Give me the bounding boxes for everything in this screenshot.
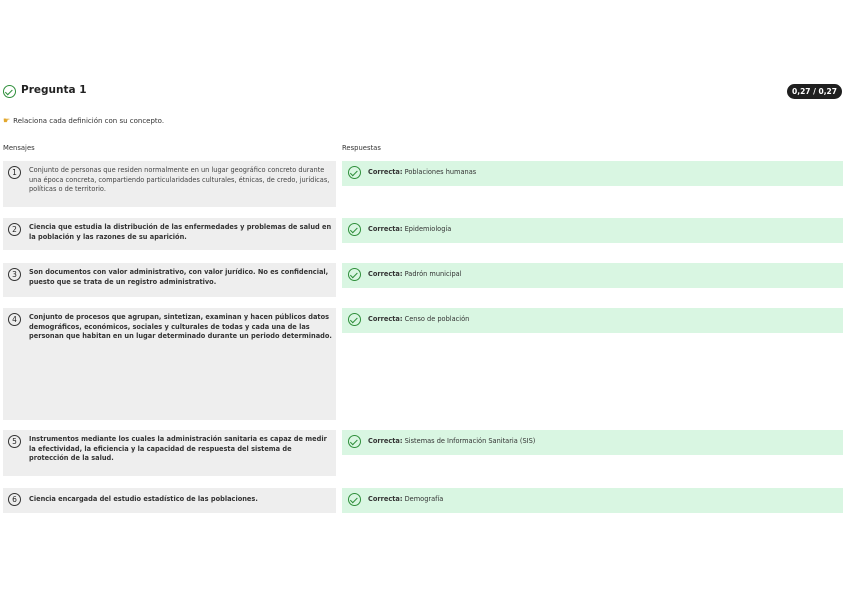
message-row-5 [3,430,336,476]
instruction [3,116,164,125]
check-circle-icon [348,223,361,236]
number-1-badge: 1 [8,166,21,179]
message-row-1 [3,161,336,207]
message-text-2: Ciencia que estudia la distribución de las enfermedades y problemas de salud en la población y las razones de su aparición. [29,223,332,241]
column-header-mensajes: Mensajes [3,144,35,152]
check-circle-icon [348,166,361,179]
answer-text-5: Correcta: Sistemas de Información Sanitaria (SIS) [368,437,536,445]
message-text-5: Instrumentos mediante los cuales la administración sanitaria es capaz de medir la efectividad, la eficiencia y la capacidad de respuesta del sistema de protección de la salud. [29,435,327,463]
check-circle-icon [3,85,16,98]
answer-row-6 [342,488,843,513]
check-circle-icon [348,493,361,506]
number-4-badge: 4 [8,313,21,326]
answer-text-4: Correcta: Censo de población [368,315,470,323]
answer-text-1: Correcta: Poblaciones humanas [368,168,477,176]
answer-text-2: Correcta: Epidemiología [368,225,452,233]
message-text-4: Conjunto de procesos que agrupan, sintetizan, examinan y hacen públicos datos demográficos, económicos, sociales y culturales de todas y cada una de las personan que habitan en un lugar determinado durante un periodo determinado. [29,313,332,341]
answer-row-3 [342,263,843,288]
check-circle-icon [348,313,361,326]
number-2-badge: 2 [8,223,21,236]
question-title: Pregunta 1 [21,84,87,96]
answer-row-2 [342,218,843,243]
message-row-4 [3,308,336,420]
question-header [3,83,845,101]
column-header-respuestas: Respuestas [342,144,381,152]
message-text-1: Conjunto de personas que residen normalmente en un lugar geográfico concreto durante una época concreta, compartiendo particularidades culturales, étnicas, de credo, jurídicas, políticas o de territorio. [29,166,330,194]
answer-row-4 [342,308,843,333]
score-badge: 0,27 / 0,27 [787,84,842,99]
message-row-6 [3,488,336,513]
number-6-badge: 6 [8,493,21,506]
number-3-badge: 3 [8,268,21,281]
check-circle-icon [348,268,361,281]
message-row-2 [3,218,336,250]
message-row-3 [3,263,336,297]
answer-text-3: Correcta: Padrón municipal [368,270,462,278]
hand-pointer-icon: ☛ [3,116,11,125]
answer-text-6: Correcta: Demografía [368,495,444,503]
number-5-badge: 5 [8,435,21,448]
instruction-text: Relaciona cada definición con su concepto. [13,117,165,125]
message-text-6: Ciencia encargada del estudio estadístico de las poblaciones. [29,495,258,503]
answer-row-5 [342,430,843,455]
message-text-3: Son documentos con valor administrativo, con valor jurídico. No es confidencial, puesto que se trata de un registro administrativo. [29,268,329,286]
answer-row-1 [342,161,843,186]
check-circle-icon [348,435,361,448]
